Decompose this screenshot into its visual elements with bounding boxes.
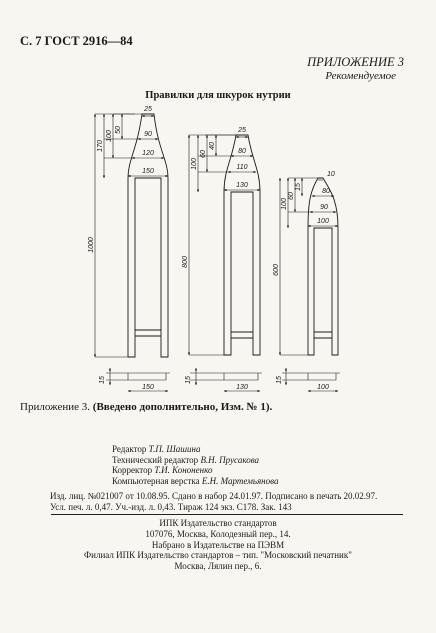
page-number-header: С. 7 ГОСТ 2916—84	[20, 34, 133, 48]
appendix-title: ПРИЛОЖЕНИЕ 3	[307, 55, 404, 69]
f3-foot-width: 100	[317, 384, 329, 391]
f3-width-3: 100	[317, 218, 329, 225]
divider-rule	[51, 514, 403, 515]
f2-total-height: 800	[182, 256, 189, 268]
f2-width-3: 130	[236, 182, 248, 189]
credit-tech-editor: Технический редактор В.Н. Прусакова	[112, 454, 260, 465]
figure-title: Правилки для шкурок нутрии	[145, 90, 291, 101]
f3-height-3: 100	[281, 198, 288, 210]
caption-note: (Введено дополнительно, Изм. № 1).	[92, 401, 273, 413]
credit-proofreader: Корректор Т.И. Кононенко	[112, 465, 213, 476]
f3-total-height: 600	[273, 264, 280, 276]
f1-foot-width: 150	[142, 384, 154, 391]
f2-height-1: 40	[209, 142, 216, 150]
dimension-lines	[95, 114, 340, 391]
dimension-labels	[88, 106, 335, 391]
f2-width-2: 110	[236, 164, 248, 171]
publication-line-1: Изд. лиц. №021007 от 10.08.95. Сдано в набор 24.01.97. Подписано в печать 20.02.97.	[50, 491, 378, 501]
publication-info	[50, 491, 377, 513]
imprint-line-2: 107076, Москва, Колодезный пер., 14.	[145, 528, 291, 539]
caption-lead: Приложение 3.	[20, 401, 91, 413]
credit-editor: Редактор Т.П. Шашина	[112, 444, 201, 454]
f2-top-width: 25	[238, 127, 246, 134]
frame-2-foot	[224, 373, 258, 380]
f1-foot-thickness: 15	[99, 376, 106, 384]
f3-foot-thickness: 15	[276, 376, 283, 384]
imprint-line-3: Набрано в Издательстве на ПЭВМ	[151, 539, 285, 550]
f2-foot-width: 130	[236, 384, 248, 391]
f1-width-2: 120	[142, 150, 154, 157]
f1-width-1: 90	[144, 131, 152, 138]
imprint-line-4: Филиал ИПК Издательство стандартов – тип. "Московский печатник"	[84, 550, 352, 561]
appendix-caption	[20, 401, 272, 413]
f2-foot-thickness: 15	[185, 376, 192, 384]
credits-block	[112, 444, 278, 486]
f2-height-3: 100	[191, 158, 198, 170]
imprint-line-5: Москва, Лялин пер., 6.	[174, 561, 262, 572]
f1-height-1: 50	[115, 126, 122, 134]
f3-top-width: 10	[327, 171, 335, 178]
imprint-line-1: ИПК Издательство стандартов	[159, 518, 277, 528]
f3-width-1: 80	[322, 188, 330, 195]
frame-3-foot	[308, 373, 336, 380]
frame-1-foot	[128, 373, 166, 380]
f1-width-3: 150	[142, 168, 154, 175]
f1-height-2: 100	[106, 130, 113, 142]
f3-height-2: 60	[288, 192, 295, 200]
credit-layout: Компьютерная верстка Е.Н. Мартемьянова	[112, 475, 279, 486]
f3-width-2: 90	[320, 204, 328, 211]
f2-height-2: 60	[200, 150, 207, 158]
imprint-block	[0, 518, 436, 572]
appendix-subtitle: Рекомендуемое	[325, 70, 396, 82]
f1-height-3: 170	[97, 140, 104, 152]
frame-outlines	[128, 114, 338, 357]
f2-width-1: 80	[238, 148, 246, 155]
f1-total-height: 1000	[88, 237, 95, 253]
f3-height-1: 15	[295, 183, 302, 191]
publication-line-2: Усл. печ. л. 0,47. Уч.-изд. л. 0,43. Тираж 124 экз. С178. Зак. 143	[50, 502, 292, 512]
f1-top-width: 25	[144, 106, 152, 113]
